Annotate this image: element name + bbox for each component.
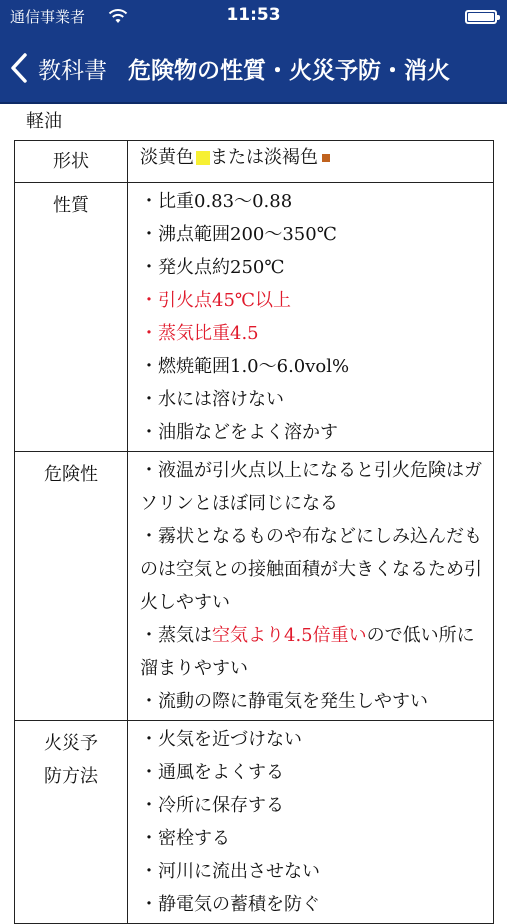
clock: 11:53 — [226, 5, 281, 25]
row-label-prevention-line1: 火災予 — [44, 733, 98, 754]
row-label-danger: 危険性 — [15, 452, 128, 721]
list-item: ・河川に流出させない — [140, 861, 320, 882]
back-button[interactable] — [10, 48, 107, 88]
list-item-highlight: ・引火点45℃以上 — [140, 290, 292, 311]
list-item: ・通風をよくする — [140, 762, 284, 783]
properties-table — [14, 140, 494, 924]
list-item: ・流動の際に静電気を発生しやすい — [140, 691, 428, 712]
carrier-name: 通信事業者 — [10, 8, 86, 26]
content-area — [0, 110, 507, 924]
list-item: ・火気を近づけない — [140, 729, 302, 750]
list-item: ・密栓する — [140, 828, 230, 849]
list-item: ・霧状となるものや布などにしみ込んだものは空気との接触面積が大きくなるため引火しやすい — [140, 526, 482, 613]
list-item-highlight: ・蒸気比重4.5 — [140, 323, 259, 344]
table-row-danger — [15, 452, 494, 721]
shape-color-b: または淡褐色 — [210, 147, 318, 168]
list-item: ・発火点約250℃ — [140, 257, 285, 278]
chevron-left-icon — [10, 53, 28, 83]
row-label-prevention — [15, 721, 128, 924]
row-value-prevention — [128, 721, 494, 924]
navigation-bar — [0, 34, 507, 104]
battery-icon — [465, 10, 497, 24]
row-value-danger — [128, 452, 494, 721]
table-row-properties — [15, 183, 494, 452]
status-bar — [0, 0, 507, 34]
row-value-properties — [128, 183, 494, 452]
list-item: ・冷所に保存する — [140, 795, 284, 816]
table-row-prevention — [15, 721, 494, 924]
row-label-properties: 性質 — [15, 183, 128, 452]
danger-text-highlight: 空気より4.5倍重い — [212, 625, 367, 646]
table-row-shape — [15, 141, 494, 183]
list-item: ・液温が引火点以上になると引火危険はガソリンとほぼ同じになる — [140, 460, 482, 514]
back-label[interactable]: 教科書 — [38, 57, 107, 84]
list-item: ・静電気の蓄積を防ぐ — [140, 894, 320, 915]
brown-swatch — [322, 154, 330, 162]
row-label-prevention-line2: 防方法 — [44, 766, 98, 787]
page-title: 危険物の性質・火災予防・消火 — [128, 58, 450, 84]
danger-text-pre: ・蒸気は — [140, 625, 212, 646]
yellow-swatch — [196, 151, 210, 165]
list-item — [140, 619, 487, 685]
list-item: ・油脂などをよく溶かす — [140, 422, 338, 443]
row-label-shape: 形状 — [15, 141, 128, 183]
list-item: ・燃焼範囲1.0〜6.0vol% — [140, 356, 350, 377]
list-item: ・水には溶けない — [140, 389, 284, 410]
row-value-shape — [128, 141, 494, 183]
section-title: 軽油 — [26, 111, 62, 132]
list-item: ・比重0.83〜0.88 — [140, 191, 293, 212]
list-item: ・沸点範囲200〜350℃ — [140, 224, 337, 245]
shape-color-a: 淡黄色 — [140, 147, 194, 168]
danger-text-post: ので低い所に溜まりやすい — [140, 625, 475, 679]
